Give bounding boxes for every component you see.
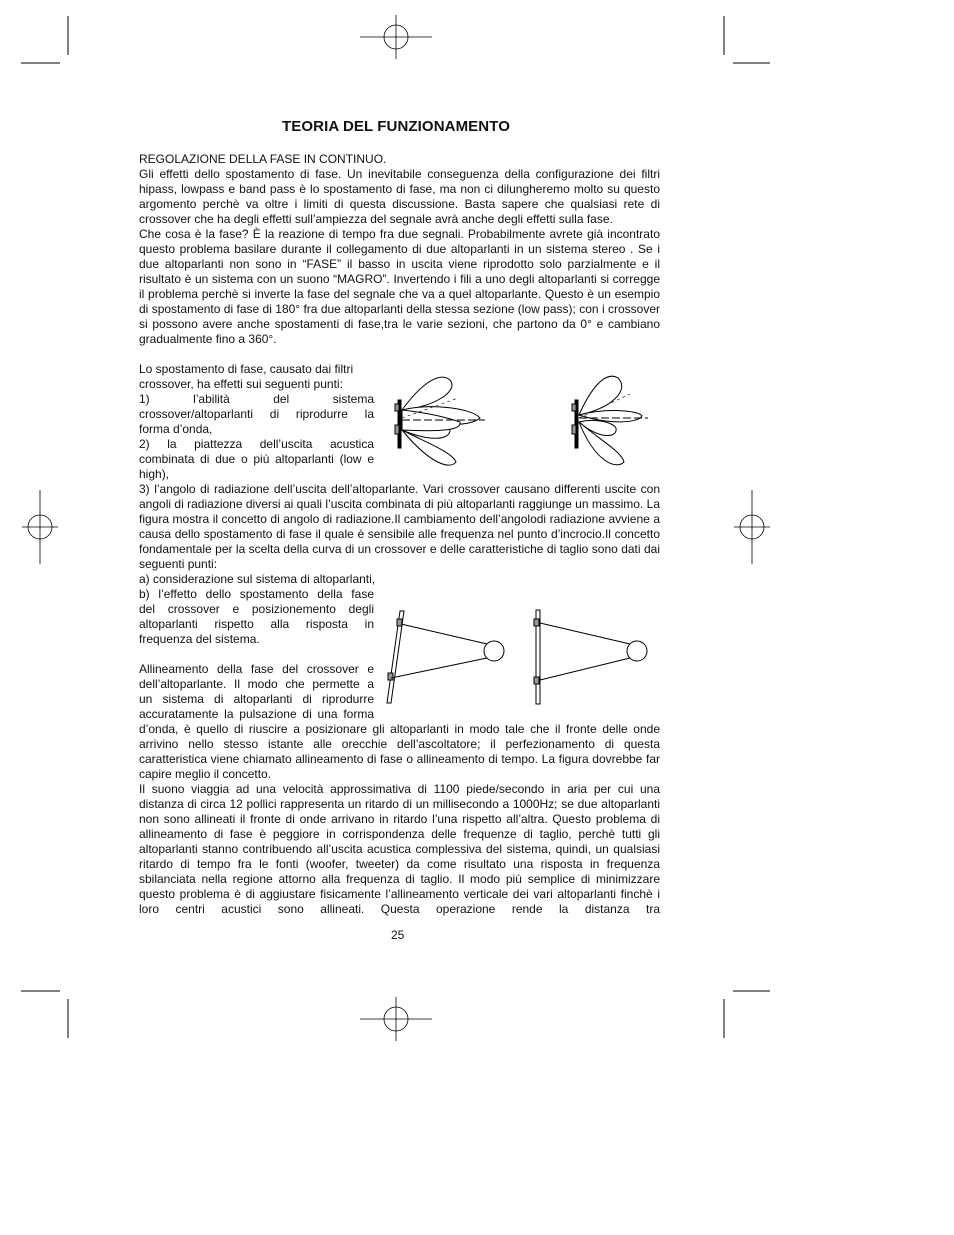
- text-line: Allineamento della fase del crossover e: [139, 662, 374, 676]
- registration-mark-bottom: [360, 997, 432, 1041]
- paragraph: Che cosa è la fase? È la reazione di tempo fra due segnali. Probabilmente avrete già incontrato questo problema basilare durante il collegamento di due altoparlanti in un sistema stereo . Se i due altoparlanti non sono in “FASE” il basso in uscita viene riprodotto solo parzialmente e il risultato è un sistema con un suono “MAGRO”. Invertendo i fili a uno degli altoparlanti si corregge il problema perchè si inverte la fase del segnale che va a quel altoparlante. Questo è un esempio di spostamento di fase di 180° fra due altoparlanti della stessa sezione (low pass); con i crossover si possono avere anche spostamenti di fase,tra le varie sezioni, che partono da 0° e cambiano gradualmente fino a 360°.: [139, 227, 660, 346]
- text-block-phase-effects: [139, 362, 374, 482]
- text-line: crossover/altoparlanti di riprodurre la: [139, 407, 374, 421]
- text-line: b) l’effetto dello spostamento della fase: [139, 587, 374, 601]
- speaker-pair-right: [572, 376, 642, 465]
- text-line: un sistema di altoparlanti di riprodurre: [139, 692, 374, 706]
- page-number: 25: [391, 928, 405, 942]
- text-block-crossover-position: [139, 587, 374, 647]
- paragraph: Gli effetti dello spostamento di fase. Un inevitabile conseguenza della configurazione dei filtri hipass, lowpass e band pass è lo spostamento di fase, ma non ci dilungheremo molto su questo argomento perchè va oltre i limiti di questa discussione. Basta sapere che qualsiasi rete di crossover che ha degli effetti sull’ampiezza del segnale avrà anche degli effetti sulla fase.: [139, 167, 660, 226]
- paragraph: d’onda, è quello di riuscire a posizionare gli altoparlanti in modo tale che il fronte delle onde arrivino nello stesso istante alle orecchie dell’ascoltatore; il perfezionamento di questa caratteristica viene chiamato allineamento di fase o allineamento di tempo. La figura dovrebbe far capire meglio il concetto.: [139, 722, 660, 781]
- registration-mark-left: [22, 490, 58, 564]
- speaker-pair-left: [395, 377, 480, 465]
- text-block-radiation: [139, 482, 660, 587]
- text-line: forma d’onda,: [139, 422, 213, 436]
- paragraph: 3) l’angolo di radiazione dell’uscita dell’altoparlante. Vari crossover causano differenti uscite con angoli di radiazione diversi ai quali l’uscita combinata di più altoparlanti raggiunge un massimo. La figura mostra il concetto di angolo di radiazione.Il cambiamento dell’angolodi radiazione avviene a causa dello spostamento di fase il quale è sensibile alle frequenza nel punto d’incrocio.Il concetto fondamentale per la scelta della curva di un crossover e delle caratteristiche di taglio sono dati dai seguenti punti:: [139, 482, 660, 571]
- radiation-angle-figure: [390, 370, 670, 470]
- text-block-intro: [139, 152, 660, 347]
- text-line: 1) l’abilità del sistema: [139, 392, 374, 406]
- text-line: altoparlanti rispetto alla risposta in: [139, 617, 374, 631]
- page-title: TEORIA DEL FUNZIONAMENTO: [282, 118, 510, 135]
- time-alignment-figure: [383, 606, 653, 706]
- text-line: 2) la piattezza dell’uscita acustica: [139, 437, 374, 451]
- text-line: combinata di due o più altoparlanti (low e: [139, 452, 374, 466]
- text-line: Lo spostamento di fase, causato dai filtri: [139, 362, 354, 376]
- text-line: del crossover e posizionemento degli: [139, 602, 374, 616]
- list-item: a) considerazione sul sistema di altoparlanti,: [139, 572, 376, 586]
- registration-mark-top: [360, 15, 432, 59]
- text-line: crossover, ha effetti sui seguenti punti:: [139, 377, 343, 391]
- text-line: high),: [139, 467, 170, 481]
- text-block-sound-speed: [139, 722, 660, 917]
- subheading: REGOLAZIONE DELLA FASE IN CONTINUO.: [139, 152, 387, 166]
- text-block-alignment: [139, 662, 374, 722]
- paragraph: Il suono viaggia ad una velocità approssimativa di 1100 piede/secondo in aria per cui una distanza di circa 12 pollici rappresenta un ritardo di un millisecondo a 1000Hz; se due altoparlanti non sono allineati il fronte di onde arrivano in ritardo l’una rispetto all’altra. Questo problema di allineamento di fase è peggiore in corrispondenza delle frequenze di taglio, perchè tutti gli altoparlanti stanno contribuendo all’uscita acustica complessiva del sistema, quindi, un qualsiasi ritardo di tempo fra le fonti (woofer, tweeter) da come risultato una risposta in frequenza sbilanciata nella regione attorno alla frequenza di taglio. Il modo più semplice di minimizzare questo problema è di aggiustare fisicamente l’allineamento verticale dei vari altoparlanti finchè i loro centri acustici sono allineati. Questa operazione rende la distanza tra: [139, 782, 660, 916]
- tilted-baffle: [387, 611, 504, 703]
- text-line: dell’altoparlante. Il modo che permette a: [139, 677, 374, 691]
- registration-mark-right: [734, 490, 770, 564]
- text-line: accuratamente la pulsazione di una forma: [139, 707, 374, 721]
- text-line: frequenza del sistema.: [139, 632, 260, 646]
- vertical-baffle: [534, 610, 647, 704]
